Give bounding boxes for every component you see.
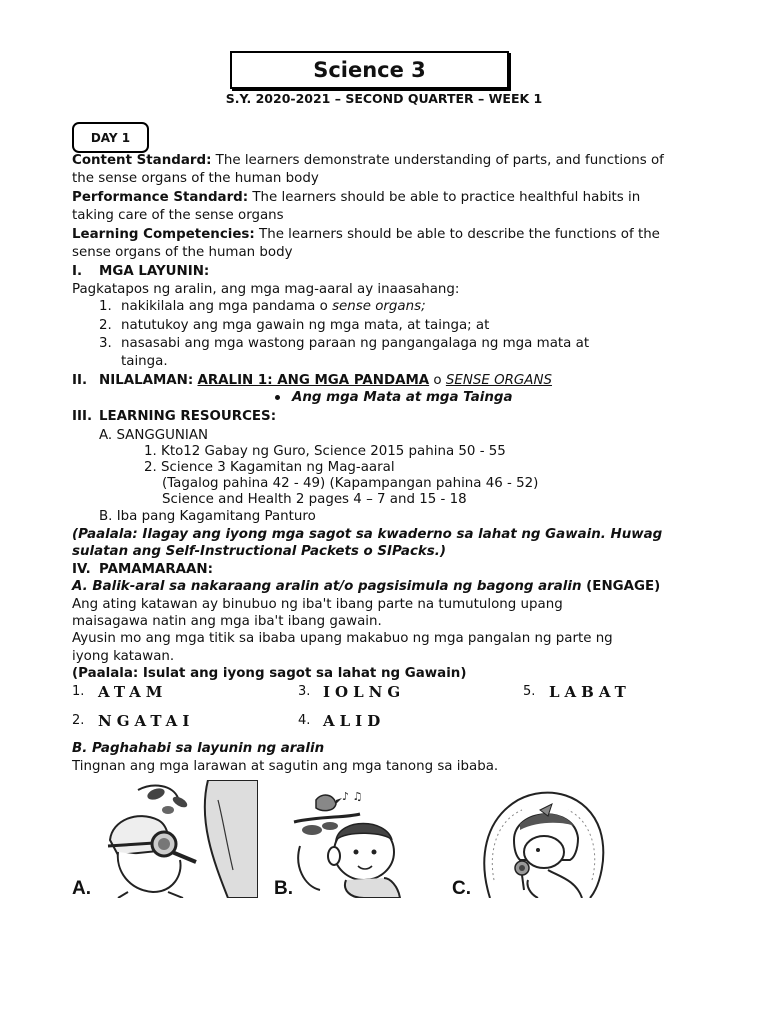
instruction-line1: Ayusin mo ang mga titik sa ibaba upang makabuo ng mga pangalan ng parte ng — [72, 631, 613, 646]
section1-heading: MGA LAYUNIN: — [99, 264, 210, 279]
scramble-2-num: 2. — [72, 713, 85, 728]
reminder-line1: (Paalala: Ilagay ang iyong mga sagot sa kwaderno sa lahat ng Gawain. Huwag — [72, 527, 663, 542]
picture-b-illustration — [290, 786, 430, 898]
section1-intro: Pagkatapos ng aralin, ang mga mag-aaral ay inaasahang: — [72, 282, 460, 297]
section4-number: IV. — [72, 562, 91, 577]
intro-para-line1: Ang ating katawan ay binubuo ng iba't ibang parte na tumutulong upang — [72, 597, 563, 612]
performance-standard-line2: taking care of the sense organs — [72, 208, 284, 223]
day-badge: DAY 1 — [72, 122, 149, 153]
answer-reminder: (Paalala: Isulat ang iyong sagot sa lahat ng Gawain) — [72, 666, 467, 681]
section2-bullet: Ang mga Mata at mga Tainga — [275, 389, 513, 407]
picture-b-label: B. — [274, 878, 293, 899]
scramble-5-word: LABAT — [549, 683, 631, 701]
scramble-4-word: ALID — [323, 712, 386, 730]
section2-number: II. — [72, 373, 88, 388]
bullet-dot — [275, 395, 280, 400]
picture-a-label: A. — [72, 878, 91, 899]
section3-heading: LEARNING RESOURCES: — [99, 409, 277, 424]
objective-3-num: 3. — [99, 336, 112, 351]
svg-text:♪ ♫: ♪ ♫ — [342, 790, 363, 803]
scramble-5-num: 5. — [523, 684, 536, 699]
engage-heading: A. Balik-aral sa nakaraang aralin at/o pagsisimula ng bagong aralin (ENGAGE) — [72, 579, 661, 594]
scramble-3-num: 3. — [298, 684, 311, 699]
scramble-1-word: ATAM — [98, 683, 168, 701]
sanggunian-label: A. SANGGUNIAN — [99, 428, 209, 443]
title-box — [230, 51, 509, 89]
instruction-line2: iyong katawan. — [72, 649, 175, 664]
scramble-2-word: NGATAI — [98, 712, 195, 730]
look-instruction: Tingnan ang mga larawan at sagutin ang mga tanong sa ibaba. — [72, 759, 499, 774]
other-materials-label: B. Iba pang Kagamitang Panturo — [99, 509, 316, 524]
scramble-4-num: 4. — [298, 713, 311, 728]
performance-standard-line1: Performance Standard: The learners should be able to practice healthful habits in — [72, 190, 641, 205]
resource-2a: (Tagalog pahina 42 - 49) (Kapampangan pahina 46 - 52) — [162, 476, 539, 491]
objective-heading-b: B. Paghahabi sa layunin ng aralin — [72, 741, 325, 756]
objective-3: nasasabi ang mga wastong paraan ng pangangalaga ng mga mata at — [121, 336, 590, 351]
objective-2-num: 2. — [99, 318, 112, 333]
section3-number: III. — [72, 409, 93, 424]
section2-line: NILALAMAN: ARALIN 1: ANG MGA PANDAMA o SENSE ORGANS — [99, 373, 552, 388]
resource-2b: Science and Health 2 pages 4 – 7 and 15 - 18 — [162, 492, 467, 507]
content-standard-line2: the sense organs of the human body — [72, 171, 319, 186]
picture-c-illustration — [478, 790, 608, 898]
competency-line2: sense organs of the human body — [72, 245, 293, 260]
reminder-line2: sulatan ang Self-Instructional Packets o SIPacks.) — [72, 544, 446, 559]
resource-1: 1. Kto12 Gabay ng Guro, Science 2015 pahina 50 - 55 — [144, 444, 506, 459]
scramble-3-word: IOLNG — [323, 683, 406, 701]
picture-a-illustration — [98, 780, 258, 898]
objective-3-cont: tainga. — [121, 354, 168, 369]
content-standard-line1: Content Standard: The learners demonstrate understanding of parts, and functions of — [72, 153, 664, 168]
objective-1-num: 1. — [99, 299, 112, 314]
scramble-1-num: 1. — [72, 684, 85, 699]
section4-heading: PAMAMARAAN: — [99, 562, 213, 577]
objective-2: natutukoy ang mga gawain ng mga mata, at tainga; at — [121, 318, 490, 333]
section1-number: I. — [72, 264, 83, 279]
page-title: Science 3 — [313, 58, 426, 82]
picture-c-label: C. — [452, 878, 471, 899]
intro-para-line2: maisagawa natin ang mga iba't ibang gawain. — [72, 614, 382, 629]
resource-2: 2. Science 3 Kagamitan ng Mag-aaral — [144, 460, 395, 475]
objective-1: nakikilala ang mga pandama o sense organs; — [121, 299, 426, 314]
school-year-line: S.Y. 2020-2021 – SECOND QUARTER – WEEK 1 — [225, 91, 543, 106]
competency-line1: Learning Competencies: The learners should be able to describe the functions of the — [72, 227, 660, 242]
